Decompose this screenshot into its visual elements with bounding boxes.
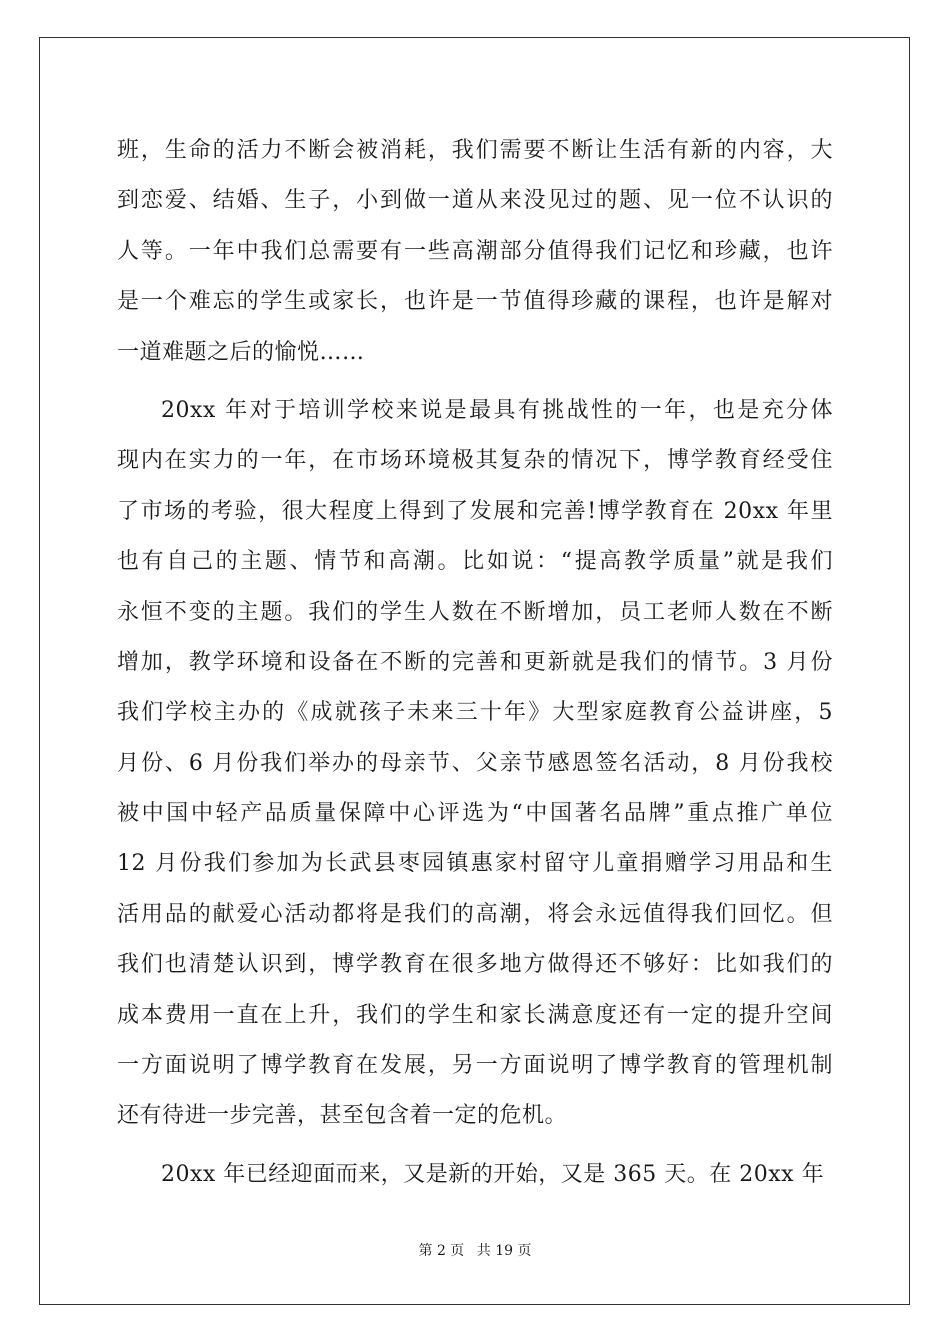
paragraph-line: 班，生命的活力不断会被消耗，我们需要不断让生活有新的内容，大 — [117, 138, 833, 163]
paragraph-line: 20xx 年对于培训学校来说是最具有挑战性的一年，也是充分体 — [161, 397, 833, 423]
paragraph-line: 活用品的献爱心活动都将是我们的高潮，将会永远值得我们回忆。但 — [117, 901, 833, 927]
paragraph-line: 一道难题之后的愉悦…… — [117, 339, 365, 365]
paragraph-gap — [117, 1142, 833, 1150]
page-footer — [0, 1240, 950, 1260]
paragraph-line: 被中国中轻产品质量保障中心评选为“中国著名品牌”重点推广单位 — [117, 801, 833, 827]
paragraph-line: 20xx 年已经迎面而来，又是新的开始，又是 365 天。在 20xx 年 — [161, 1161, 825, 1187]
total-page-count: 共 19 页 — [476, 1243, 532, 1259]
paragraph-line: 到恋爱、结婚、生子，小到做一道从来没见过的题、见一位不认识的 — [117, 188, 833, 214]
paragraph-line: 成本费用一直在上升，我们的学生和家长满意度还有一定的提升空间 — [117, 1002, 833, 1028]
paragraph — [117, 386, 833, 1142]
current-page-number: 第 2 页 — [418, 1243, 465, 1259]
paragraph — [117, 126, 833, 378]
paragraph — [117, 1150, 833, 1200]
paragraph-line: 我们也清楚认识到，博学教育在很多地方做得还不够好：比如我们的 — [117, 952, 833, 978]
paragraph-line: 现内在实力的一年，在市场环境极其复杂的情况下，博学教育经受住 — [117, 448, 833, 474]
paragraph-line: 增加，教学环境和设备在不断的完善和更新就是我们的情节。3 月份 — [117, 649, 833, 675]
paragraph-line: 是一个难忘的学生或家长，也许是一节值得珍藏的课程，也许是解对 — [117, 289, 833, 315]
paragraph-line: 我们学校主办的《成就孩子未来三十年》大型家庭教育公益讲座，5 — [117, 700, 833, 726]
document-body — [117, 126, 833, 1200]
paragraph-line: 永恒不变的主题。我们的学生人数在不断增加，员工老师人数在不断 — [117, 599, 833, 625]
paragraph-gap — [117, 378, 833, 386]
paragraph-line: 人等。一年中我们总需要有一些高潮部分值得我们记忆和珍藏，也许 — [117, 238, 833, 264]
paragraph-line: 一方面说明了博学教育在发展，另一方面说明了博学教育的管理机制 — [117, 1053, 833, 1079]
paragraph-line: 了市场的考验，很大程度上得到了发展和完善!博学教育在 20xx 年里 — [117, 498, 833, 524]
paragraph-line: 还有待进一步完善，甚至包含着一定的危机。 — [117, 1103, 568, 1129]
paragraph-line: 月份、6 月份我们举办的母亲节、父亲节感恩签名活动，8 月份我校 — [117, 750, 833, 776]
paragraph-line: 也有自己的主题、情节和高潮。比如说：“提高教学质量”就是我们 — [117, 549, 833, 575]
paragraph-line: 12 月份我们参加为长武县枣园镇惠家村留守儿童捐赠学习用品和生 — [117, 851, 833, 877]
